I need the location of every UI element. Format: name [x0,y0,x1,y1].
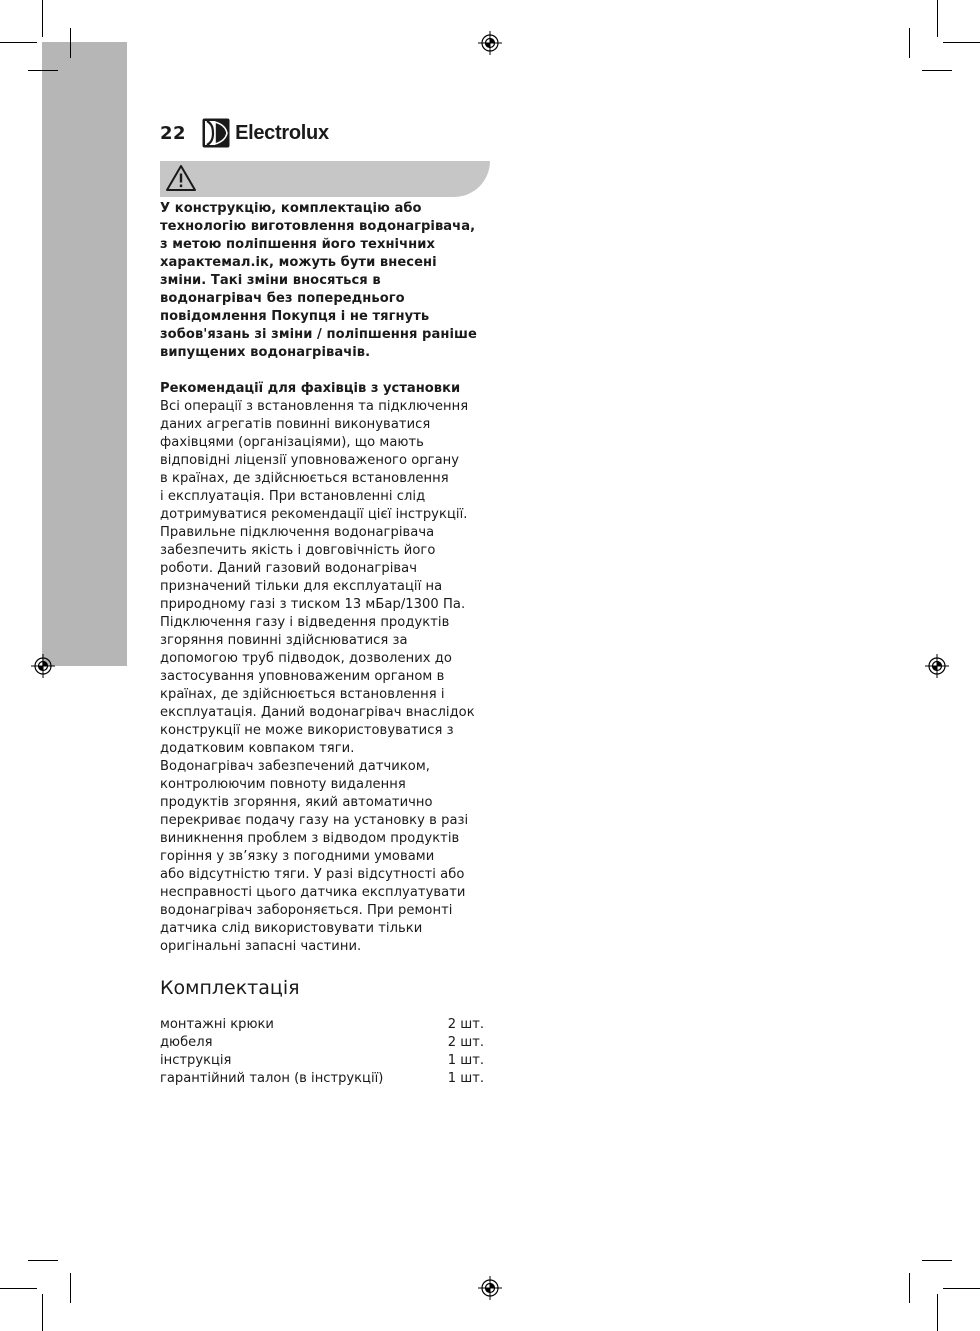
recommendations-heading: Рекомендації для фахівців з установки [160,381,461,396]
item-name: дюбеля [160,1035,213,1050]
list-item [160,1016,484,1034]
brand-name: Electrolux [235,121,329,144]
page-header [160,116,329,150]
item-quantity: 2 шт. [447,1035,484,1050]
page-number: 22 [160,122,187,144]
item-name: інструкція [160,1053,232,1068]
list-item [160,1070,484,1088]
recommendations-text: Всі операції з встановлення та підключення даних агрегатів повинні виконуватися фахівцями (організаціями), що мають відповідні ліцензії уповноваженого органу в країнах, де здійснюється встановлення і експлуатація. При встановленні слід дотримуватися рекомендації цієї інструкції. Правильне підключення водонагрівача забезпечить якість і довговічність його роботи. Даний газовий водонагрівач призначений тільки для експлуатації на природному газі з тиском 13 мБар/1300 Па. Підключення газу і відведення продуктів згоряння повинні здійснюватися за допомогою труб підводок, дозволених до застосування уповноваженим органом в країнах, де здійснюється встановлення і експлуатація. Даний водонагрівач внаслідок конструкції не може використовуватися з додатковим ковпаком тяги. Водонагрівач забезпечений датчиком, контролюючим повноту видалення продуктів згоряння, який автоматично перекриває подачу газу на установку в разі виникнення проблем з відводом продуктів горіння у зв’язку з погодними умовами або відсутністю тяги. У разі відсутності або несправності цього датчика експлуатувати водонагрівач забороняється. При ремонті датчика слід використовувати тільки оригінальні запасні частини. [160,399,475,954]
item-name: монтажні крюки [160,1017,274,1032]
item-quantity: 1 шт. [447,1071,484,1086]
warning-banner [160,161,490,197]
kit-heading: Комплектація [160,977,300,999]
registration-mark-icon [925,654,949,678]
warning-triangle-icon [164,163,198,193]
item-quantity: 1 шт. [447,1053,484,1068]
warning-text: У конструкцію, комплектацію або технологію виготовлення водонагрівача, з метою поліпшення його технічних характемал.ік, можуть бути внесені зміни. Такі зміни вносяться в водонагрівач без попереднього повідомлення Покупця і не тягнуть зобов'язань зі зміни / поліпшення раніше випущених водонагрівачів. [160,201,477,360]
item-quantity: 2 шт. [447,1017,484,1032]
list-item [160,1034,484,1052]
registration-mark-icon [31,654,55,678]
registration-mark-icon [478,31,502,55]
registration-mark-icon [478,1276,502,1300]
item-name: гарантійний талон (в інструкції) [160,1071,384,1086]
list-item [160,1052,484,1070]
electrolux-logo-icon [202,118,230,148]
side-tab [42,42,127,666]
kit-list [160,1016,484,1088]
